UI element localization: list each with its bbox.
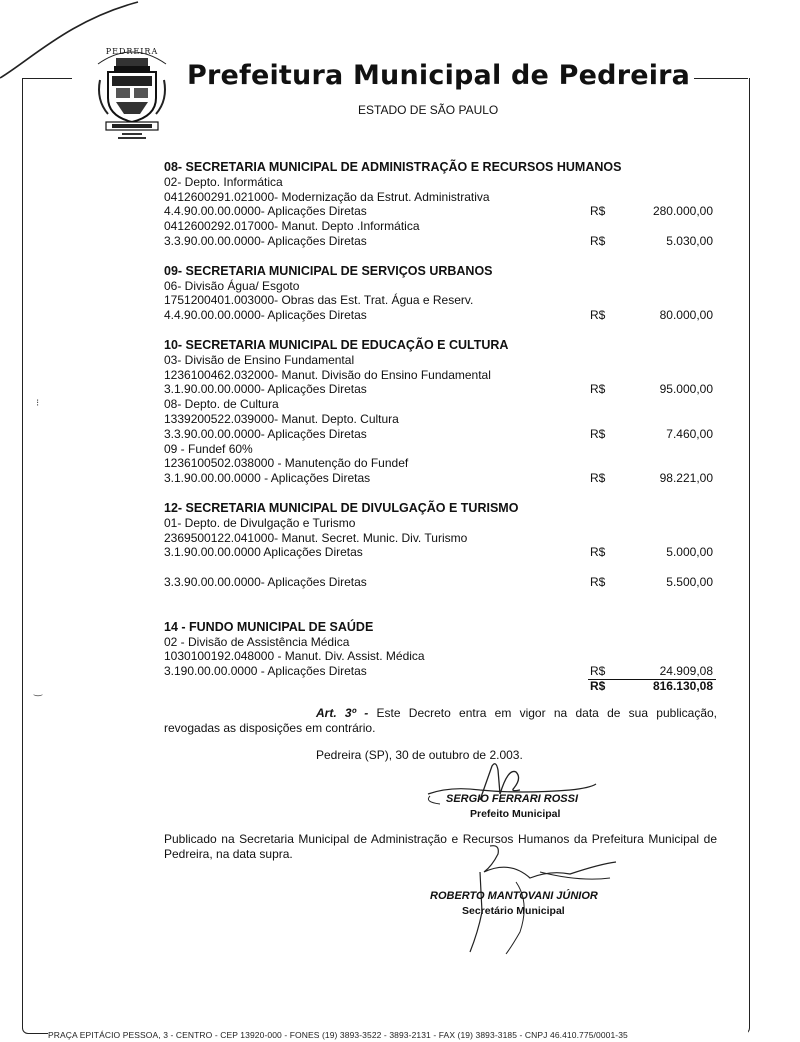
organization-title: Prefeitura Municipal de Pedreira bbox=[187, 60, 691, 91]
line-text: 3.190.00.00.0000 - Aplicações Diretas bbox=[164, 664, 367, 679]
mayor-name: SERGIO FERRARI ROSSI bbox=[446, 793, 579, 805]
margin-mark: ‿ bbox=[34, 686, 43, 697]
budget-line bbox=[164, 531, 719, 546]
line-text: 01- Depto. de Divulgação e Turismo bbox=[164, 515, 356, 530]
line-text: 1339200522.039000- Manut. Depto. Cultura bbox=[164, 411, 399, 426]
currency-label: R$ bbox=[590, 545, 606, 560]
section-heading: 09- SECRETARIA MUNICIPAL DE SERVIÇOS URBANOS bbox=[164, 263, 493, 278]
budget-line bbox=[164, 308, 719, 323]
decree-article bbox=[164, 706, 717, 736]
line-text: 2369500122.041000- Manut. Secret. Munic. Div. Turismo bbox=[164, 530, 468, 545]
place-date: Pedreira (SP), 30 de outubro de 2.003. bbox=[316, 748, 523, 762]
currency-label: R$ bbox=[590, 204, 606, 219]
line-text: 4.4.90.00.00.0000- Aplicações Diretas bbox=[164, 204, 367, 219]
budget-line bbox=[164, 190, 719, 205]
line-text: 3.3.90.00.00.0000- Aplicações Diretas bbox=[164, 233, 367, 248]
line-text: 1236100502.038000 - Manutenção do Fundef bbox=[164, 456, 409, 471]
total-amount: 816.130,08 bbox=[652, 678, 713, 693]
budget-line bbox=[164, 516, 719, 531]
margin-mark: ⁝ bbox=[36, 398, 40, 409]
budget-line bbox=[164, 397, 719, 412]
budget-line bbox=[164, 412, 719, 427]
line-text: 0412600291.021000- Modernização da Estrut. Administrativa bbox=[164, 189, 490, 204]
budget-line bbox=[164, 368, 719, 383]
line-text: 02 - Divisão de Assistência Médica bbox=[164, 634, 350, 649]
svg-text:PEDREIRA: PEDREIRA bbox=[105, 47, 159, 56]
amount-value: 98.221,00 bbox=[659, 471, 713, 486]
mayor-title: Prefeito Municipal bbox=[470, 808, 561, 820]
budget-line bbox=[164, 204, 719, 219]
line-text: 09 - Fundef 60% bbox=[164, 441, 253, 456]
line-text: 06- Divisão Água/ Esgoto bbox=[164, 278, 300, 293]
line-text: 1236100462.032000- Manut. Divisão do Ensino Fundamental bbox=[164, 367, 491, 382]
line-text: 08- Depto. de Cultura bbox=[164, 397, 279, 412]
budget-line-spacer bbox=[164, 560, 719, 575]
line-text: 3.1.90.00.00.0000- Aplicações Diretas bbox=[164, 382, 367, 397]
line-text: 3.1.90.00.00.0000 - Aplicações Diretas bbox=[164, 471, 371, 486]
amount-value: 95.000,00 bbox=[659, 382, 713, 397]
section-heading: 10- SECRETARIA MUNICIPAL DE EDUCAÇÃO E CULTURA bbox=[164, 337, 509, 352]
amount-value: 5.030,00 bbox=[666, 233, 713, 248]
article-number: Art. 3º - bbox=[316, 706, 369, 720]
budget-line bbox=[164, 442, 719, 457]
amount-value: 5.000,00 bbox=[666, 545, 713, 560]
line-text: 0412600292.017000- Manut. Depto .Informática bbox=[164, 219, 420, 234]
line-text: 1030100192.048000 - Manut. Div. Assist. Médica bbox=[164, 649, 425, 664]
publication-note: Publicado na Secretaria Municipal de Administração e Recursos Humanos da Prefeitura Municipal de Pedreira, na data supra. bbox=[164, 832, 717, 861]
line-text: 3.3.90.00.00.0000- Aplicações Diretas bbox=[164, 574, 367, 589]
currency-label: R$ bbox=[590, 574, 606, 589]
footer-address: PRAÇA EPITÁCIO PESSOA, 3 - CENTRO - CEP 13920-000 - FONES (19) 3893-3522 - 3893-2131 - FAX (19) 3893-3185 - CNPJ 46.410.775/0001-35 bbox=[48, 1030, 748, 1040]
budget-line bbox=[164, 293, 719, 308]
amount-value: 80.000,00 bbox=[659, 308, 713, 323]
currency-label: R$ bbox=[590, 471, 606, 486]
state-subtitle: ESTADO DE SÃO PAULO bbox=[358, 103, 499, 117]
amount-value: 24.909,08 bbox=[659, 664, 713, 679]
total-line bbox=[164, 679, 719, 694]
line-text: 03- Divisão de Ensino Fundamental bbox=[164, 352, 355, 367]
budget-line bbox=[164, 353, 719, 368]
line-text: 1751200401.003000- Obras das Est. Trat. Água e Reserv. bbox=[164, 293, 474, 308]
budget-line bbox=[164, 219, 719, 234]
amount-value: 7.460,00 bbox=[666, 426, 713, 441]
header-rule-right bbox=[694, 78, 748, 79]
city-coat-of-arms-icon bbox=[94, 40, 170, 140]
budget-line bbox=[164, 649, 719, 664]
article-text: Este Decreto entra em vigor na data de sua publicação, revogadas as disposições em contrário. bbox=[164, 706, 718, 735]
budget-line bbox=[164, 471, 719, 486]
line-text: 3.1.90.00.00.0000 Aplicações Diretas bbox=[164, 545, 363, 560]
budget-line bbox=[164, 175, 719, 190]
budget-line bbox=[164, 575, 719, 590]
currency-label: R$ bbox=[590, 233, 606, 248]
section-heading: 12- SECRETARIA MUNICIPAL DE DIVULGAÇÃO E TURISMO bbox=[164, 500, 519, 515]
currency-label: R$ bbox=[590, 308, 606, 323]
budget-allocations bbox=[164, 160, 719, 694]
secretary-title: Secretário Municipal bbox=[462, 905, 565, 917]
budget-line bbox=[164, 545, 719, 560]
total-currency: R$ bbox=[590, 678, 606, 693]
currency-label: R$ bbox=[590, 664, 606, 679]
budget-line bbox=[164, 279, 719, 294]
budget-line bbox=[164, 635, 719, 650]
budget-line bbox=[164, 456, 719, 471]
secretary-name: ROBERTO MANTOVANI JÚNIOR bbox=[430, 890, 598, 902]
budget-line bbox=[164, 382, 719, 397]
budget-line bbox=[164, 234, 719, 249]
amount-value: 280.000,00 bbox=[652, 204, 713, 219]
line-text: 4.4.90.00.00.0000- Aplicações Diretas bbox=[164, 308, 367, 323]
section-heading: 14 - FUNDO MUNICIPAL DE SAÚDE bbox=[164, 619, 374, 634]
line-text: 02- Depto. Informática bbox=[164, 174, 283, 189]
budget-line bbox=[164, 664, 719, 679]
section-heading: 08- SECRETARIA MUNICIPAL DE ADMINISTRAÇÃO E RECURSOS HUMANOS bbox=[164, 160, 622, 174]
currency-label: R$ bbox=[590, 426, 606, 441]
amount-value: 5.500,00 bbox=[666, 574, 713, 589]
line-text: 3.3.90.00.00.0000- Aplicações Diretas bbox=[164, 426, 367, 441]
currency-label: R$ bbox=[590, 382, 606, 397]
budget-line bbox=[164, 427, 719, 442]
